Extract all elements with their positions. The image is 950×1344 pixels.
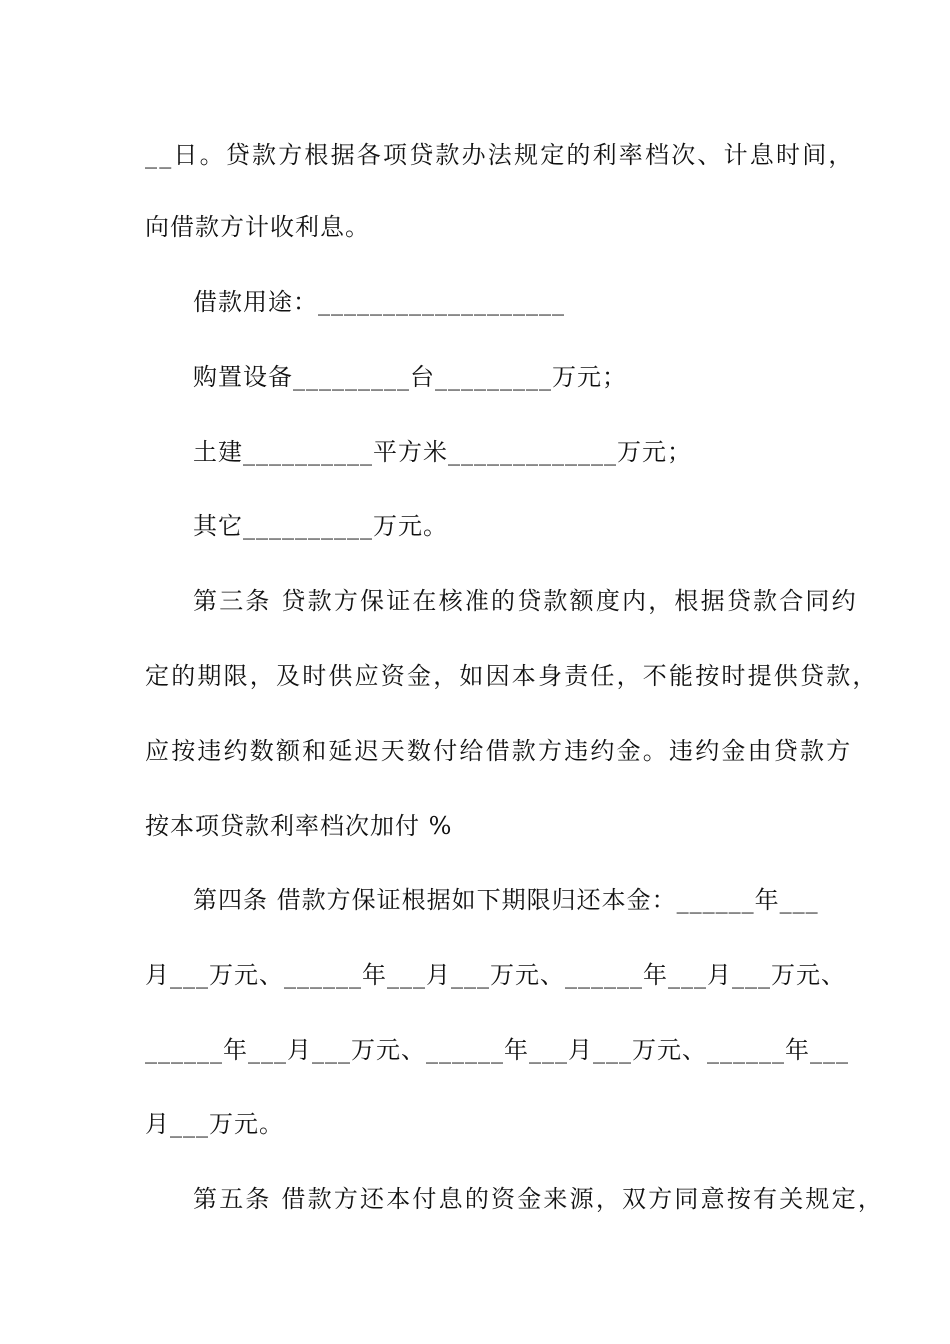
loan-purpose-line: 借款用途：___________________ [193, 288, 565, 316]
civil-construction-line: 土建__________平方米_____________万元； [193, 438, 692, 466]
article-four-heading-line: 第四条 借款方保证根据如下期限归还本金：______年___ [193, 886, 819, 914]
repayment-schedule-line: 月___万元、______年___月___万元、______年___月___万元、 [145, 961, 846, 989]
article-five-heading-line: 第五条 借款方还本付息的资金来源，双方同意按有关规定， [193, 1185, 885, 1213]
paragraph-line: __日。贷款方根据各项贷款办法规定的利率档次、计息时间， [145, 141, 855, 169]
paragraph-line: 定的期限，及时供应资金，如因本身责任，不能按时提供贷款， [145, 662, 879, 690]
other-use-line: 其它__________万元。 [193, 512, 448, 540]
paragraph-line: 向借款方计收利息。 [145, 213, 370, 241]
repayment-schedule-line: 月___万元。 [145, 1110, 284, 1138]
paragraph-line: 按本项贷款利率档次加付 % [145, 812, 453, 840]
equipment-purchase-line: 购置设备_________台_________万元； [193, 363, 627, 391]
paragraph-line: 应按违约数额和延迟天数付给借款方违约金。违约金由贷款方 [145, 737, 853, 765]
article-three-heading-line: 第三条 贷款方保证在核准的贷款额度内，根据贷款合同约 [193, 587, 858, 615]
repayment-schedule-line: ______年___月___万元、______年___月___万元、______年___ [145, 1036, 849, 1064]
